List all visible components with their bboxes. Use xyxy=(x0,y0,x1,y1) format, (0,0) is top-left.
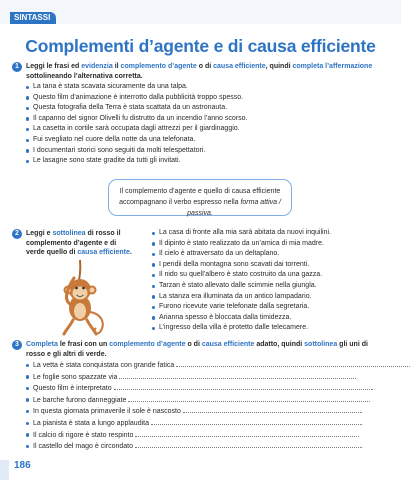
list-item[interactable]: I documentari storici sono seguiti da molti telespettatori. xyxy=(26,146,247,157)
list-item[interactable]: Tarzan è stato allevato dalle scimmie nella giungla. xyxy=(152,281,331,292)
page-title: Complementi d’agente e di causa efficiente xyxy=(25,36,376,56)
list-item[interactable]: La casa di fronte alla mia sarà abitata da nuovi inquilini. xyxy=(152,228,331,239)
monkey-illustration xyxy=(44,260,116,342)
list-item[interactable]: Questo film d’animazione è interrotto dalla pubblicità troppo spesso. xyxy=(26,93,247,104)
rule-note-box xyxy=(108,179,292,216)
rule-note-line-2: accompagnano il verbo espresso nella forma attiva / passiva. xyxy=(119,199,281,217)
list-item[interactable]: Il nido su quell’albero è stato costruito da una gazza. xyxy=(152,270,331,281)
list-item: La pianista è stata a lungo applaudita . xyxy=(26,418,410,430)
exercise-1-number: 1 xyxy=(12,62,22,72)
header-band xyxy=(0,0,401,24)
list-item: Questo film è interpretato . xyxy=(26,383,410,395)
list-item: Il castello del mago è circondato . xyxy=(26,441,410,453)
list-item[interactable]: La tana è stata scavata sicuramente da una talpa. xyxy=(26,82,247,93)
list-item[interactable]: Il capanno del signor Olivelli fu distrutto da un incendio l’anno scorso. xyxy=(26,114,247,125)
list-item[interactable]: Il cielo è attraversato da un deltaplano. xyxy=(152,249,331,260)
page-number: 186 xyxy=(14,460,31,471)
rule-note-line-1: Il complemento d’agente e quello di causa efficiente xyxy=(119,188,281,195)
list-item: Il calcio di rigore è stato respinto . xyxy=(26,430,410,442)
list-item[interactable]: La stanza era illuminata da un antico lampadario. xyxy=(152,292,331,303)
exercise-2-number: 2 xyxy=(12,229,22,239)
list-item[interactable]: Fui svegliato nel cuore della notte da una telefonata. xyxy=(26,135,247,146)
exercise-1-list xyxy=(26,82,247,167)
exercise-3-number: 3 xyxy=(12,340,22,350)
list-item[interactable]: Le lasagne sono state gradite da tutti gli invitati. xyxy=(26,156,247,167)
answer-blank[interactable] xyxy=(135,441,361,448)
page-edge-strip xyxy=(0,460,9,480)
exercise-3-instruction: Completa le frasi con un complemento d’agente o di causa efficiente adatto, quindi sottolinea gli uni di rosso e gli altri di verde. xyxy=(26,341,368,358)
answer-blank[interactable] xyxy=(151,418,361,425)
active-passive-options[interactable]: forma attiva / passiva xyxy=(187,199,281,217)
exercise-2-instruction: Leggi e sottolinea di rosso il complemento d’agente e di verde quello di causa efficiente. xyxy=(26,230,132,257)
answer-blank[interactable] xyxy=(135,430,357,437)
list-item[interactable]: Questa fotografia della Terra è stata scattata da un astronauta. xyxy=(26,103,247,114)
list-item: In questa giornata primaverile il sole è nascosto . xyxy=(26,406,410,418)
list-item[interactable]: La casetta in cortile sarà occupata dagli attrezzi per il giardinaggio. xyxy=(26,124,247,135)
list-item[interactable]: I pendii della montagna sono scavati dai torrenti. xyxy=(152,260,331,271)
list-item[interactable]: Arianna spesso è bloccata dalla timidezza. xyxy=(152,313,331,324)
list-item[interactable]: Furono ricevute varie telefonate dalla segretaria. xyxy=(152,302,331,313)
answer-blank[interactable] xyxy=(119,372,354,379)
answer-blank[interactable] xyxy=(176,360,408,367)
list-item: La vetta è stata conquistata con grande fatica . xyxy=(26,360,410,372)
list-item: Le foglie sono spazzate via . xyxy=(26,372,410,384)
list-item: Le barche furono danneggiate . xyxy=(26,395,410,407)
section-badge: SINTASSI xyxy=(10,12,56,24)
answer-blank[interactable] xyxy=(128,395,368,402)
answer-blank[interactable] xyxy=(183,406,361,413)
exercise-1-instruction: Leggi le frasi ed evidenzia il complemento d’agente o di causa efficiente, quindi completa l’affermazione sottolineando l’alternativa corretta. xyxy=(26,63,373,80)
exercise-3-list xyxy=(26,360,410,453)
list-item[interactable]: Il dipinto è stato realizzato da un’amica di mia madre. xyxy=(152,239,331,250)
list-item[interactable]: L’ingresso della villa è protetto dalle telecamere. xyxy=(152,323,331,334)
exercise-2-list xyxy=(152,228,331,334)
answer-blank[interactable] xyxy=(114,383,372,390)
